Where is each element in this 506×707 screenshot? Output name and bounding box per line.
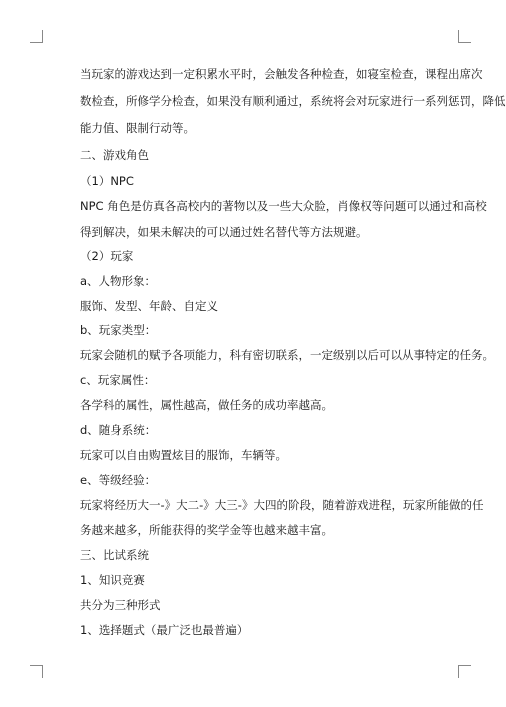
list-label: a、人物形象：	[80, 274, 157, 288]
crop-mark-bottom-right	[458, 665, 471, 678]
paragraph-line: 1、选择题式（最广泛也最普遍）	[80, 623, 249, 637]
crop-mark-bottom-left	[30, 665, 43, 678]
list-label: d、随身系统：	[80, 423, 157, 437]
paragraph-line: 得到解决，如果未解决的可以通过姓名替代等方法规避。	[80, 225, 368, 239]
subsection-heading: （2）玩家	[80, 249, 134, 263]
list-label: c、玩家属性：	[80, 373, 156, 387]
paragraph-line: 服饰、发型、年龄、自定义	[80, 299, 218, 313]
paragraph-line: 玩家会随机的赋予各项能力，科有密切联系，一定级别以后可以从事特定的任务。	[80, 348, 494, 362]
crop-mark-top-left	[30, 30, 43, 43]
paragraph-line: NPC 角色是仿真各高校内的著物以及一些大众脸，肖像权等问题可以通过和高校	[80, 199, 487, 213]
paragraph-line: 玩家将经历大一-》大二-》大三-》大四的阶段，随着游戏进程，玩家所能做的任	[80, 498, 484, 512]
section-heading: 二、游戏角色	[80, 148, 149, 162]
crop-mark-top-right	[458, 30, 471, 43]
paragraph-line: 务越来越多，所能获得的奖学金等也越来越丰富。	[80, 523, 333, 537]
section-heading: 三、比试系统	[80, 548, 149, 562]
list-label: e、等级经验：	[80, 473, 157, 487]
paragraph-line: 当玩家的游戏达到一定积累水平时，会触发各种检查，如寝室检查，课程出席次	[80, 67, 483, 81]
paragraph-line: 各学科的属性，属性越高，做任务的成功率越高。	[80, 398, 333, 412]
paragraph-line: 能力值、限制行动等。	[80, 121, 195, 135]
paragraph-line: 玩家可以自由购置炫目的服饰，车辆等。	[80, 448, 287, 462]
list-label: b、玩家类型：	[80, 323, 157, 337]
subsection-heading: （1）NPC	[80, 174, 134, 188]
paragraph-line: 数检查，所修学分检查，如果没有顺利通过，系统将会对玩家进行一系列惩罚，降低	[80, 94, 506, 108]
subsection-heading: 1、知识竞赛	[80, 573, 145, 587]
paragraph-line: 共分为三种形式	[80, 598, 161, 612]
